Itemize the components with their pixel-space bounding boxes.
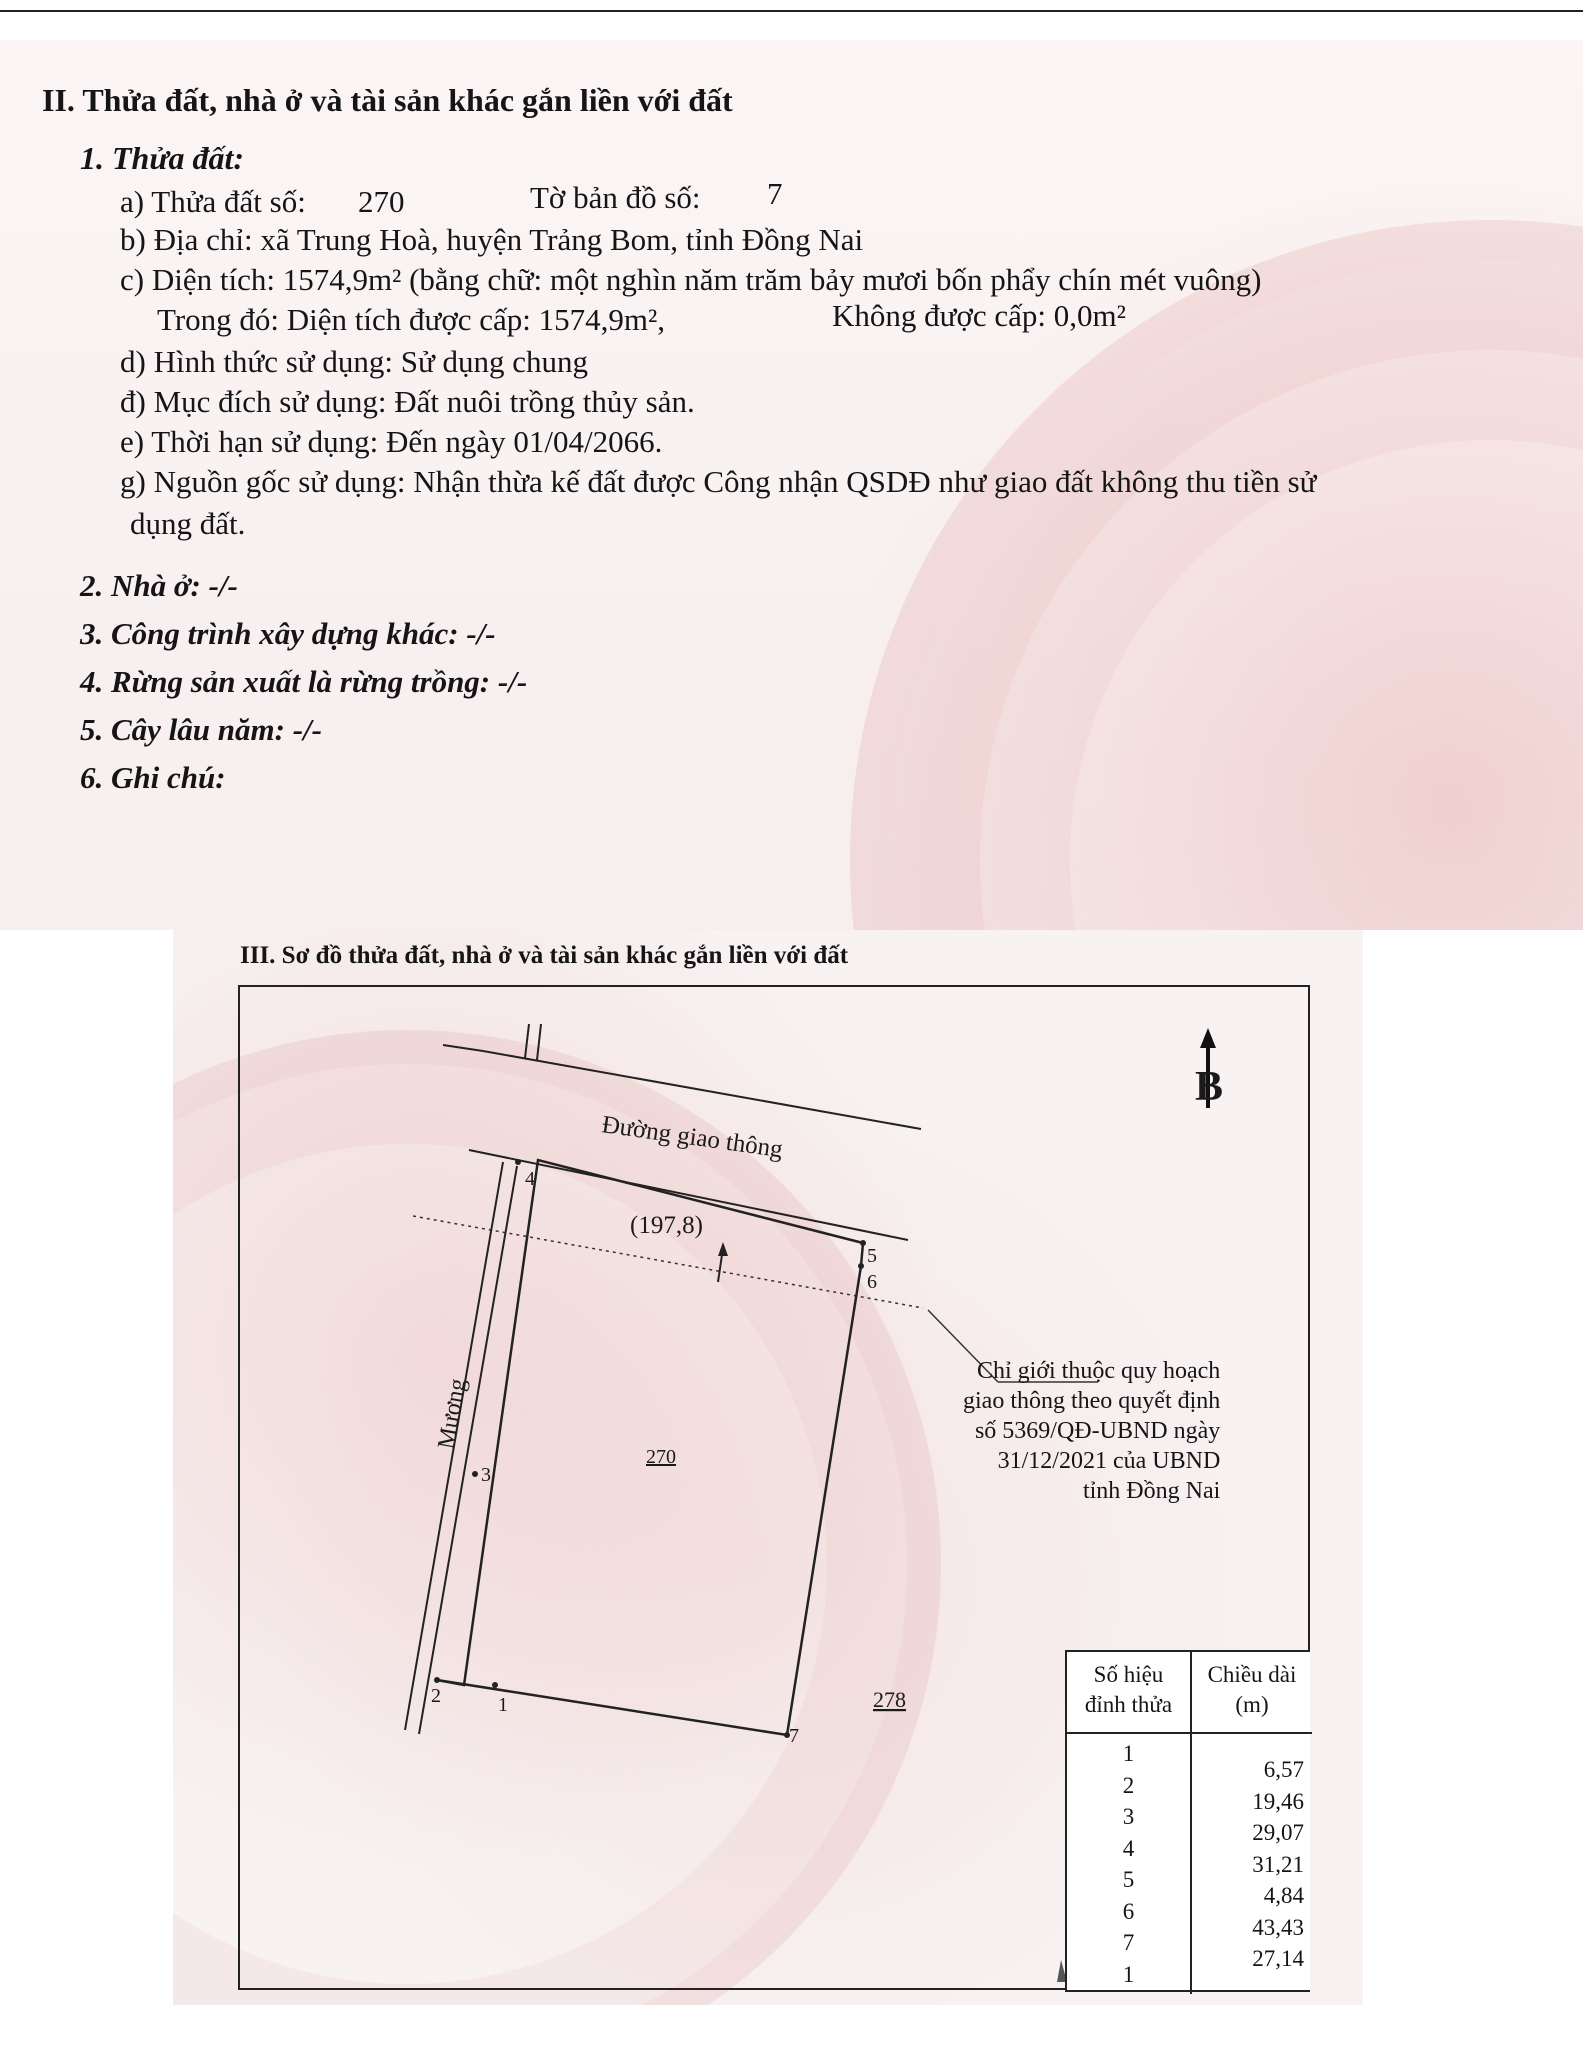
- construction-line: 3. Công trình xây dựng khác: -/-: [80, 616, 496, 651]
- vertex-5: [860, 1240, 866, 1246]
- vertex-6: [858, 1263, 864, 1269]
- table-cell-vertex: 5: [1122, 1867, 1135, 1892]
- parcel-diagram-section: [173, 930, 1363, 2005]
- planning-note-line: giao thông theo quyết định: [963, 1388, 1221, 1414]
- usage-origin: g) Nguồn gốc sử dụng: Nhận thừa kế đất được Công nhận QSDĐ như giao đất không thu tiền sử: [120, 464, 1317, 499]
- parcel-number-label: a) Thửa đất số:: [120, 184, 306, 219]
- house-line: 2. Nhà ở: -/-: [80, 568, 238, 603]
- vertex-label-2: 2: [431, 1685, 441, 1707]
- vertex-label-4: 4: [525, 1168, 535, 1190]
- parcel-number-value: 270: [358, 184, 405, 219]
- planning-note-line: Chỉ giới thuộc quy hoạch: [976, 1358, 1221, 1384]
- north-label: B: [1195, 1064, 1224, 1110]
- road-edge-upper-left: [443, 1045, 483, 1051]
- table-cell-length: 43,43: [1252, 1914, 1304, 1940]
- road-edge-upper: [483, 1051, 921, 1129]
- road-dimension: (197,8): [630, 1212, 703, 1239]
- table-cell-length: 4,84: [1263, 1883, 1304, 1908]
- planning-note-line: số 5369/QĐ-UBND ngày: [974, 1418, 1221, 1444]
- top-divider: [0, 10, 1583, 12]
- map-sheet-label: Tờ bản đồ số:: [530, 180, 701, 215]
- land-info-section: [0, 40, 1583, 930]
- address-line: b) Địa chỉ: xã Trung Hoà, huyện Trảng Bom, tỉnh Đồng Nai: [120, 222, 864, 257]
- table-cell-length: 6,57: [1263, 1757, 1304, 1782]
- diagram-title: III. Sơ đồ thửa đất, nhà ở và tài sản khác gắn liền với đất: [240, 942, 849, 969]
- trees-line: 5. Cây lâu năm: -/-: [80, 712, 322, 747]
- forest-line: 4. Rừng sản xuất là rừng trồng: -/-: [80, 664, 528, 699]
- usage-origin-cont: dụng đất.: [130, 506, 246, 541]
- table-cell-length: 27,14: [1252, 1946, 1304, 1971]
- neighbor-parcel-label: 278: [873, 1687, 906, 1712]
- vertex-label-5: 5: [867, 1245, 877, 1267]
- header-text: đỉnh thửa: [1084, 1692, 1173, 1717]
- map-sheet-value: 7: [767, 176, 783, 211]
- area-line: c) Diện tích: 1574,9m² (bằng chữ: một nghìn năm trăm bảy mươi bốn phẩy chín mét vuông): [120, 262, 1262, 297]
- length-column: [1192, 1754, 1304, 1975]
- table-cell-length: 31,21: [1252, 1851, 1304, 1877]
- planning-note: [963, 1356, 1220, 1506]
- table-header-length: [1192, 1652, 1312, 1734]
- table-header-vertex: [1067, 1652, 1192, 1734]
- area-not-granted: Không được cấp: 0,0m²: [832, 298, 1126, 333]
- table-cell-length: 19,46: [1252, 1788, 1304, 1814]
- table-cell-vertex: 6: [1122, 1898, 1135, 1924]
- table-cell-vertex: 4: [1122, 1835, 1135, 1861]
- table-cell-length: 29,07: [1252, 1820, 1304, 1845]
- usage-form: d) Hình thức sử dụng: Sử dụng chung: [120, 344, 589, 379]
- notes-line: 6. Ghi chú:: [80, 760, 226, 795]
- table-cell-vertex: 1: [1122, 1961, 1135, 1987]
- setback-arrow-head: [718, 1242, 728, 1256]
- parcel-heading: 1. Thửa đất:: [80, 140, 245, 176]
- road-branch: [525, 1024, 529, 1058]
- vertex-length-table: [1065, 1650, 1310, 1992]
- usage-term: e) Thời hạn sử dụng: Đến ngày 01/04/2066.: [120, 424, 663, 459]
- header-text: (m): [1235, 1692, 1269, 1717]
- planning-note-line: 31/12/2021 của UBND: [997, 1448, 1221, 1474]
- table-cell-vertex: 3: [1122, 1804, 1135, 1829]
- vertex-label-3: 3: [481, 1464, 491, 1486]
- header-text: Chiều dài: [1207, 1662, 1297, 1687]
- vertex-1: [492, 1682, 498, 1688]
- vertex-3: [472, 1471, 478, 1477]
- area-granted: Trong đó: Diện tích được cấp: 1574,9m²,: [157, 302, 666, 337]
- vertex-4: [515, 1159, 521, 1165]
- parcel-number-label: 270: [646, 1446, 676, 1468]
- road-label: Đường giao thông: [600, 1111, 785, 1164]
- vertex-label-6: 6: [867, 1271, 877, 1293]
- planning-note-line: tỉnh Đồng Nai: [1082, 1478, 1221, 1504]
- north-arrow-icon: [1195, 1028, 1223, 1110]
- table-cell-vertex: 2: [1122, 1772, 1135, 1798]
- road-branch: [537, 1024, 541, 1060]
- vertex-label-1: 1: [498, 1694, 508, 1716]
- header-text: Số hiệu: [1093, 1662, 1164, 1687]
- usage-purpose: đ) Mục đích sử dụng: Đất nuôi trồng thủy sản.: [120, 384, 695, 419]
- vertex-label-7: 7: [789, 1725, 799, 1747]
- table-cell-vertex: 7: [1122, 1930, 1135, 1955]
- vertex-2: [434, 1677, 440, 1683]
- section-title: II. Thửa đất, nhà ở và tài sản khác gắn liền với đất: [42, 82, 733, 118]
- vertex-column: [1067, 1738, 1190, 1990]
- table-cell-vertex: 1: [1122, 1741, 1135, 1766]
- ditch-label: Mương: [433, 1376, 472, 1452]
